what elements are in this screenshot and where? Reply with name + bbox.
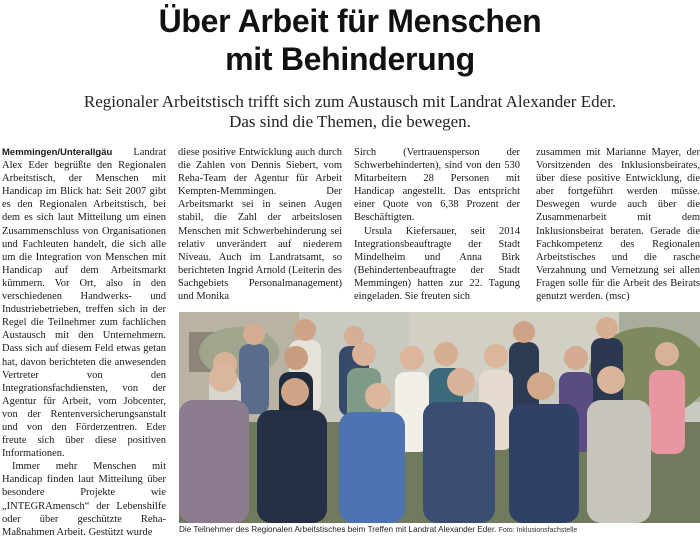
group-photo <box>179 312 700 523</box>
article-paragraph <box>2 146 166 460</box>
article-text: Landrat Alex Eder begrüßte den Regionalen Arbeitstisch, der Menschen mit Handicap im Blick hat: Seit 2007 gibt es den Regionalen Arbeitstisch, bei dem es sich laut Mitteilung um einen Zusammenschluss von Organisationen und Fachleuten handelt, die sich alle um die Integration von Menschen mit Handicap auf dem Arbeitsmarkt kümmern. Vor Ort, also in den verschiedenen Handwerks- und Industriebetrieben, treffen sich in der Regel die Teilnehmer zum fachlichen Austausch mit den Unternehmern. Dass sich auf diesem Feld etwas getan hat, davon berichteten die anwesenden Vertreter von den Integrationsfachdiensten, von der Agentur für Arbeit, vom Jobcenter, von der Rentenversicherungsanstalt und von den Förderzentren. Eder freute sich über diese positiven Informationen. <box>2 147 166 460</box>
article-paragraph: Sirch (Vertrauensperson der Schwerbehinderten), sind von den 530 Mitarbeitern 28 Personen mit Handicap angestellt. Das entspricht einer Quote von 6,38 Prozent der Beschäftigten. <box>354 147 520 224</box>
headline <box>0 2 700 78</box>
article-paragraph: diese positive Entwicklung auch durch die Zahlen von Dennis Siebert, vom Reha-Team der Agentur für Arbeit Kempten-Memmingen. Der Arbeitsmarkt sei in seinen Augen stabil, die Zahl der arbeitslosen Menschen mit Schwerbehinderung sei relativ unverändert auf niederem Niveau. Auch im Landratsamt, so berichteten Ingrid Arnold (Leiterin des Sachgebiets Personalmanagement) und Monika <box>178 147 342 303</box>
headline-line-2: mit Behinderung <box>225 41 475 77</box>
subheadline-line-1: Regionaler Arbeitstisch trifft sich zum Austausch mit Landrat Alexander Eder. <box>83 92 617 111</box>
article-column-3 <box>354 146 520 303</box>
article-column-1 <box>2 146 166 539</box>
subheadline-line-2: Das sind die Themen, die bewegen. <box>229 112 471 131</box>
photo-caption-text: Die Teilnehmer des Regionalen Arbeitstisches beim Treffen mit Landrat Alexander Eder. <box>179 525 497 534</box>
subheadline <box>20 92 680 132</box>
group-photo-illustration <box>179 312 700 523</box>
article-column-2 <box>178 146 342 303</box>
article-column-4 <box>536 146 700 303</box>
article-paragraph: zusammen mit Marianne Mayer, der Vorsitzenden des Inklusionsbeirates, über diese positive Entwicklung, die aber fortgeführt werden müsse. Deswegen wurde auch über die Zusammenarbeit mit dem Inklusionsbeirat beraten. Gerade die Fachkompetenz des Regionalen Arbeitstisches und die rasche Verzahnung und Vernetzung sei allen Fragen solle für die Arbeit des Beirats genutzt werden. (msc) <box>536 147 700 303</box>
dateline-location: Memmingen/Unterallgäu <box>2 147 113 158</box>
photo-caption <box>179 524 700 536</box>
article-paragraph: Immer mehr Menschen mit Handicap finden laut Mitteilung über besondere Projekte wie „INTEGRAmensch“ der Lebenshilfe oder über geschützte Reha-Maßnahmen Arbeit. Gestützt wurde <box>2 461 166 538</box>
photo-credit: Foto: Inklusionsfachstelle <box>498 527 578 534</box>
headline-line-1: Über Arbeit für Menschen <box>158 3 542 39</box>
article-paragraph: Ursula Kiefersauer, seit 2014 Integrationsbeauftragte der Stadt Mindelheim und Anna Birk (Behindertenbeauftragte der Stadt Memmingen) hatten zur 22. Tagung eingeladen. Sie freuten sich <box>354 225 520 303</box>
